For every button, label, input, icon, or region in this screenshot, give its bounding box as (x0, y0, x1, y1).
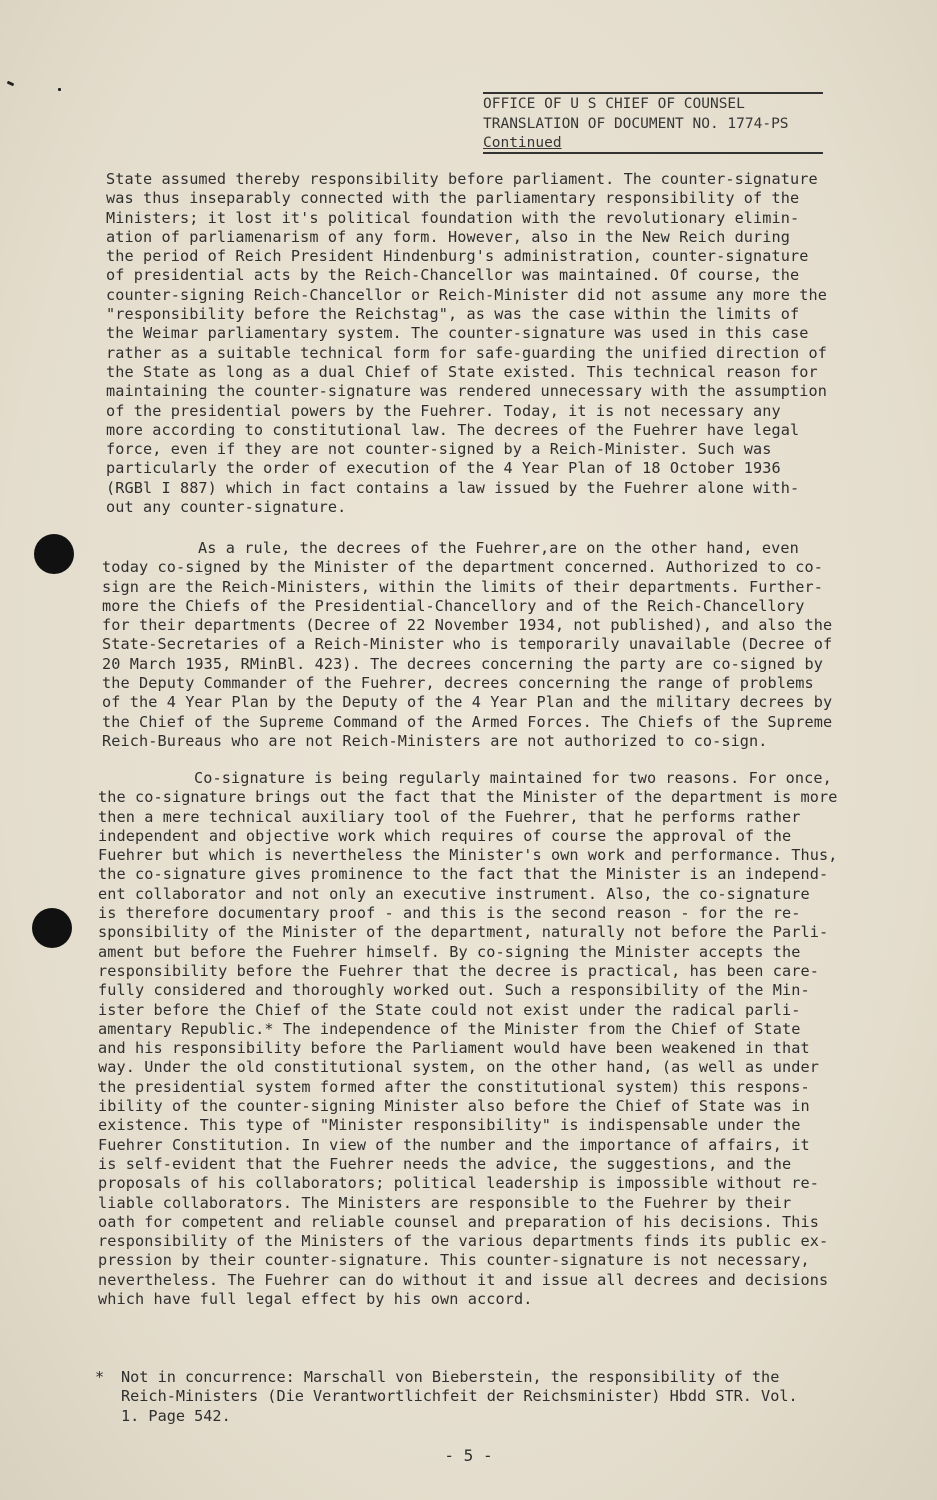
text-line: ation of parliamenarism of any form. However, also in the New Reich during (106, 227, 791, 246)
text-line: sponsibility of the Minister of the department, naturally not before the Parli- (98, 923, 829, 942)
header-rule-bottom (483, 152, 823, 154)
page-number: - 5 - (444, 1446, 493, 1465)
text-line: (RGBl I 887) which in fact contains a law issued by the Fuehrer alone with- (106, 478, 800, 497)
text-line: responsibility before the Fuehrer that the decree is practical, has been care- (98, 961, 820, 980)
text-line: the Deputy Commander of the Fuehrer, decrees concerning the range of problems (102, 674, 814, 693)
text-line: independent and objective work which requires of course the approval of the (98, 826, 792, 845)
text-line: "responsibility before the Reichstag", as was the case within the limits of (106, 305, 800, 324)
text-line: ibility of the counter-signing Minister also before the Chief of State was in (98, 1097, 810, 1116)
text-line: Reich-Bureaus who are not Reich-Ministers are not authorized to co-sign. (102, 731, 768, 750)
text-line: rather as a suitable technical form for safe-guarding the unified direction of (106, 343, 828, 362)
footnote-asterisk: * (95, 1368, 105, 1386)
text-line: today co-signed by the Minister of the department concerned. Authorized to co- (102, 558, 824, 577)
text-line: was thus inseparably connected with the parliamentary responsibility of the (106, 189, 800, 208)
text-line: amentary Republic.* The independence of the Minister from the Chief of State (98, 1019, 801, 1038)
text-line: 20 March 1935, RMinBl. 423). The decrees concerning the party are co-signed by (102, 654, 824, 673)
text-line: of presidential acts by the Reich-Chancellor was maintained. Of course, the (106, 266, 800, 285)
text-line: out any counter-signature. (106, 498, 347, 517)
text-line: of the presidential powers by the Fuehrer. Today, it is not necessary any (106, 401, 781, 420)
footnote-line: Not in concurrence: Marschall von Bieberstein, the responsibility of the (121, 1368, 780, 1386)
paper-speck (58, 88, 61, 91)
footnote-line: 1. Page 542. (121, 1406, 231, 1425)
text-line: then a mere technical auxiliary tool of the Fuehrer, that he performs rather (98, 807, 801, 826)
punch-hole (34, 534, 74, 574)
text-line: existence. This type of "Minister responsibility" is indispensable under the (98, 1116, 801, 1135)
text-line: for their departments (Decree of 22 November 1934, not published), and also the (102, 616, 833, 635)
header-office-line: OFFICE OF U S CHIEF OF COUNSEL (483, 96, 745, 112)
text-line: liable collaborators. The Ministers are responsible to the Fuehrer by their (98, 1193, 792, 1212)
text-line: Co-signature is being regularly maintained for two reasons. For once, (194, 769, 832, 787)
text-line: ament but before the Fuehrer himself. By co-signing the Minister accepts the (98, 942, 801, 961)
text-line: the period of Reich President Hindenburg's administration, counter-signature (106, 247, 809, 266)
text-line: ent collaborator and not only an executive instrument. Also, the co-signature (98, 884, 810, 903)
footnote-line: Reich-Ministers (Die Verantwortlichfeit der Reichsminister) Hbdd STR. Vol. (121, 1387, 798, 1406)
paper-speck (7, 81, 15, 87)
text-line: nevertheless. The Fuehrer can do without it and issue all decrees and decisions (98, 1270, 829, 1289)
document-header (483, 92, 823, 154)
text-line: counter-signing Reich-Chancellor or Reich-Minister did not assume any more the (106, 285, 828, 304)
text-line: ister before the Chief of the State could not exist under the radical parli- (98, 1000, 801, 1019)
text-line: more according to constitutional law. The decrees of the Fuehrer have legal (106, 420, 800, 439)
text-line: the State as long as a dual Chief of State existed. This technical reason for (106, 362, 818, 381)
footnote (95, 1368, 865, 1426)
text-line: which have full legal effect by his own accord. (98, 1290, 533, 1309)
text-line: of the 4 Year Plan by the Deputy of the 4 Year Plan and the military decrees by (102, 693, 833, 712)
text-line: more the Chiefs of the Presidential-Chancellory and of the Reich-Chancellory (102, 596, 805, 615)
header-rule-top (483, 92, 823, 94)
text-line: Fuehrer Constitution. In view of the number and the importance of affairs, it (98, 1135, 810, 1154)
text-line: is therefore documentary proof - and this is the second reason - for the re- (98, 904, 801, 923)
text-line: Fuehrer but which is nevertheless the Minister's own work and performance. Thus, (98, 846, 838, 865)
text-line: Ministers; it lost it's political foundation with the revolutionary elimin- (106, 208, 800, 227)
header-continued-line: Continued (483, 135, 562, 151)
text-line: pression by their counter-signature. This counter-signature is not necessary, (98, 1251, 810, 1270)
punch-hole (32, 908, 72, 948)
text-line: is self-evident that the Fuehrer needs the advice, the suggestions, and the (98, 1154, 792, 1173)
text-line: responsibility of the Ministers of the various departments finds its public ex- (98, 1232, 829, 1251)
text-line: the Chief of the Supreme Command of the Armed Forces. The Chiefs of the Supreme (102, 712, 833, 731)
text-line: fully considered and thoroughly worked out. Such a responsibility of the Min- (98, 981, 810, 1000)
text-line: proposals of his collaborators; political leadership is impossible without re- (98, 1174, 820, 1193)
text-line: As a rule, the decrees of the Fuehrer,are on the other hand, even (198, 539, 799, 557)
paragraph-3 (98, 769, 868, 1309)
header-translation-line: TRANSLATION OF DOCUMENT NO. 1774-PS (483, 115, 789, 132)
text-line: oath for competent and reliable counsel and preparation of his decisions. This (98, 1212, 820, 1231)
text-line: maintaining the counter-signature was rendered unnecessary with the assumption (106, 382, 828, 401)
text-line: way. Under the old constitutional system, on the other hand, (as well as under (98, 1058, 820, 1077)
text-line: sign are the Reich-Ministers, within the limits of their departments. Further- (102, 577, 824, 596)
paragraph-1 (106, 170, 876, 517)
paragraph-2 (102, 539, 872, 751)
text-line: the presidential system formed after the constitutional system) this respons- (98, 1077, 810, 1096)
text-line: the co-signature brings out the fact that the Minister of the department is more (98, 788, 838, 807)
text-line: State assumed thereby responsibility before parliament. The counter-signature (106, 170, 818, 188)
text-line: force, even if they are not counter-signed by a Reich-Minister. Such was (106, 440, 772, 459)
text-line: and his responsibility before the Parliament would have been weakened in that (98, 1039, 810, 1058)
text-line: particularly the order of execution of the 4 Year Plan of 18 October 1936 (106, 459, 781, 478)
text-line: State-Secretaries of a Reich-Minister who is temporarily unavailable (Decree of (102, 635, 833, 654)
footnote-body (95, 1368, 865, 1426)
text-line: the Weimar parliamentary system. The counter-signature was used in this case (106, 324, 809, 343)
text-line: the co-signature gives prominence to the fact that the Minister is an independ- (98, 865, 829, 884)
